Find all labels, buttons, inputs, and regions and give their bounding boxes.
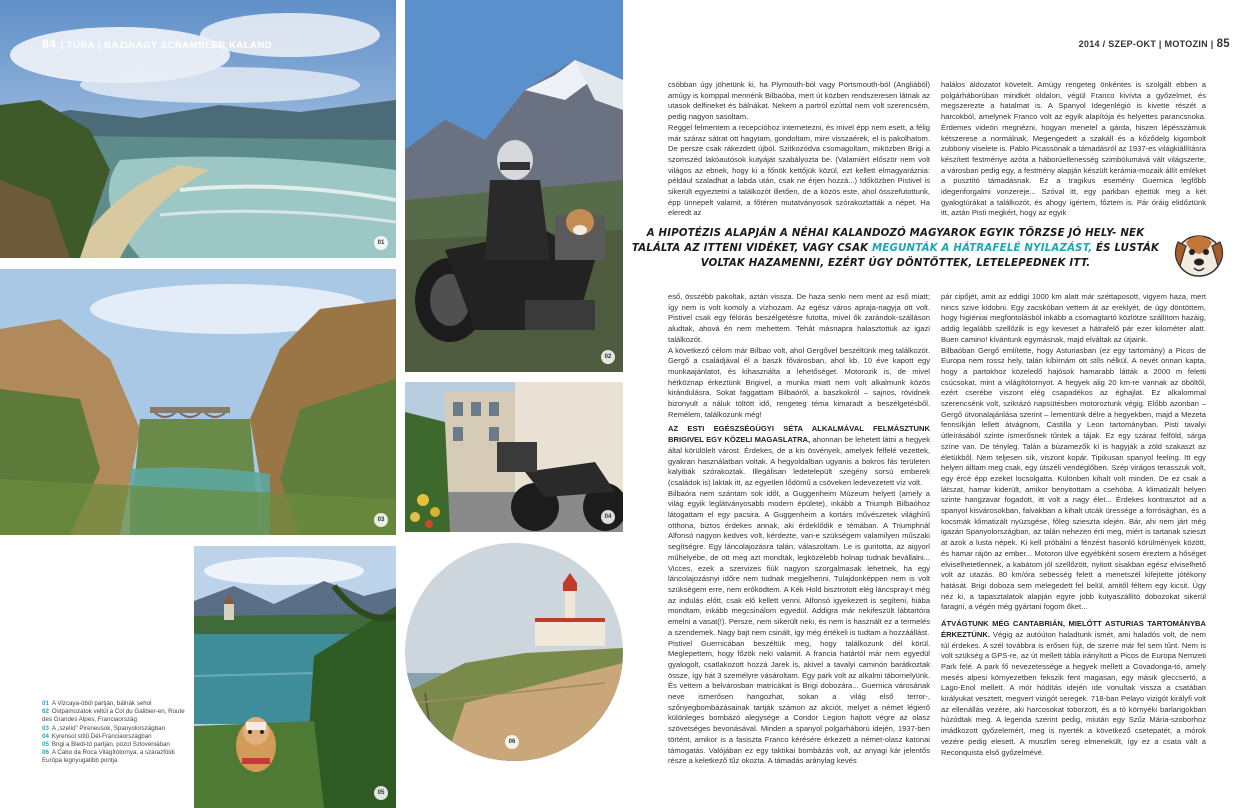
photo-number: 04 <box>601 510 615 524</box>
caption-item: 02 Ostpámozatok veltül a Col du Galibier-en, Route des Grandes Alpes, Franciaország <box>42 708 185 724</box>
left-page-number: 84 <box>42 37 57 51</box>
photo-number: 03 <box>374 513 388 527</box>
left-section-label: | TÚRA | BAZINAGY SCRAMBLER KALAND <box>60 40 273 51</box>
article-column-2-bottom: pár cipőjét, amit az eddigi 1000 km alatt már széttaposott, vigyem haza, mert nincs szive kidobni. Egy zacskóban vettem át az ereklyét, de úgy döntöttem, hogy higiéniai megfontolásból inkább a csomagtartó közlötze szállítom hazáig, addig legalább szellőzik is egy keveset a hátrafelő pár ezer kilométer alatt. Buen camino! kívántunk egymásnak, majd elváltak az útjaink. Bilbaóban Gergő említette, hogy Asturiasban (ez egy tartomány) a Picos de Europa nem rossz hely, talán kíbírnám ott stíls nélkül. A nevét onnan kapta, hogy a partokhoz közeledő hajósok hamarabb látták a 2000 m feletti csúcsokat, mint a világítótornyot. A hegyek alig 20 km-re vannak az öböltől, ezért cserébe viszont elég csapadékos az éghajlat. Ez alkalommal szerencsénk volt, szikrázó napsütésben motoroztunk végig. Előbb azonban – Gergő útvonalajánlása szerint – lementünk délre a hegyekben, majd a Mezeta fennsíkján lellett átvágnom, Castilla y Leon tartományban. Pisti tavalyi útleírásából szinte ismerősnek tűntek a tájak. Ez egy száraz felföld, sárga színe van. De tényleg. Talán a búzamezők kí is hagyják a zöld szakaszt az életükből. Nem teljesen sík, viszont kopár. Tipikusan spanyol feeling. Itt egy helyen álltam meg csak, egy útszéli vendéglőben. Szép virágos terasszuk volt, egy ércé épp ezeket locsolgatta. Különben kihalt volt minden. De ez csak a látszat, hamar kiderült, amikor benyitottam a csehóba. A klimatizált helyen szinte hangzavar fogadott, itt volt a nagy élet... Érdekes kontrasztot ad a spanyol kisvárosokban, falvakban a kihalt utcák üressége a forrósághan, és a kocsmák klimatizált nyüzsgése, főleg szieszta idején. Bár, ahi nem járt még igazán Spanyolországban, az talán nehezen érti meg, miért is tartanak szieszt at azok a lusta népek. Ki kell próbálni a fénzést hasonló körülmények között, és hamar rájön az ember... Motoron ülve egyébként sosem éreztem a hőséget elviselhetetlennek, a kabátom jól szellőzött, nyitott sisakban egész elviselhető volt az utazás. 80 km/óra sebesség felett a menetszél kifejtette jótékony hatását. Brigi doboza sem melegedett fel belül, amitől féltem egy kicsit. Úgy néz ki, a tapasztalatok alapján egyre jobb kutyaszállító dobozokat sikerül faragni, a végén még gyártani fogom őket... ÁTVÁGTUNK MÉG CANTABRIÁN, MIELŐTT ASTURIAS TARTOMÁNYBA ÉRKEZTÜNK. Végig az autóúton haladtunk ismét, ami haladós volt, de nem túl érdekes. A szél továbbra is erősen fújt, de szerre már fel sem tűnt. Nem is volt szükség a GPS-re, az út mellett tábla irányított a Picos de Europa Nemzeti Park felé. A park fő nevezetessége a hegyek mellett a Covadonga-tó, amely mesés alpesi környezetben fekszik fent magasan, egy másik gleccsertó, a Lago-Enol mellett. A mór hódítás idején ide vonultak vissza a csatában királyukat vesztett, megvert vizigót seregek. 718-ban Pelayo vizigót királyfi volt az ellenállás vezére, aki harcosokat toborzott, és a tó környéki barlangokban húzódtak meg. A legenda szerint pedig, miután egy Szűz Mária-szoborhoz imádkozott győzelemért, meg is nyerték a következő csetepatét, a mórok vezére pedig elesett. A muszlim sereg elmenekült, így ez a csata vált a Reconquista első győzelmévé. <box>941 292 1206 757</box>
canyon-photo <box>0 269 396 535</box>
caption-item: 06 A Cabo da Roca Világítótornya, a szárazföldi Európa legnyugatibb pontja <box>42 749 175 765</box>
lake-photo <box>194 546 396 808</box>
photo-captions <box>42 700 192 766</box>
right-page-header <box>1079 38 1230 50</box>
right-page-number: 85 <box>1216 38 1230 50</box>
caption-item: 04 Kyrensol stílű Dél-Franciaországban <box>42 732 152 740</box>
photo-number: 02 <box>601 350 615 364</box>
article-column-2-top: halálos áldozatot követelt. Amúgy rengeteg önkéntes is szolgált ebben a polgárháborúban mindkét oldalon, végül Franco kivívta a győzelmet, és megszerezte a hatalmat is. A Spanyol Idegenlégió is kivette részét a harcokból, amelynek Franco volt az egyik alapítója és helyettes parancsnoka. Érdemes videón megnézni, hogyan menetel a gárda, hiszen lépésszámuk kétszerese a normálnak. Megengedett a szakáll és a kőződelg kigombolt zubbony viselete is. Pablo Picassónak a támadásról az 1937-es világkiállításra készített festménye azóta a háborúellenesség szimbólumává vált világszerte, a városban pedig egy, a festmény alapján készült kerámia-mozaik állít emléket a pusztító támadásnak. Ez a tragikus esemény Guernica legfőbb idegenforgalmi vonzereje... Szóval itt, egy parkban ejtettük meg a két gyalogtúrákat a találkozót, és ahogy ígértem, főztem is. Pár óráig elidőztünk itt, aztán Pisti megkért, hogy az egyik <box>941 80 1206 218</box>
quote-highlight: MEGUNTÁK A HÁTRAFELÉ NYILAZÁST, <box>872 243 1093 254</box>
photo-number: 05 <box>374 786 388 800</box>
caption-item: 03 A „szelíd” Pireneusok, Spanyolországban <box>42 724 166 732</box>
subheading: ÁTVÁGTUNK MÉG CANTABRIÁN, MIELŐTT ASTURIAS TARTOMÁNYBA ÉRKEZTÜNK. <box>941 619 1206 639</box>
right-section-label: 2014 / SZEP-OKT | MOTOZIN | <box>1078 39 1214 49</box>
photo-number: 01 <box>374 236 388 250</box>
caption-item: 05 Brigi a Bledi-tó partján, pózol Szlovéniában <box>42 741 170 749</box>
dog-cartoon-icon <box>1168 222 1230 284</box>
street-photo <box>405 382 623 532</box>
subheading: AZ ESTI EGÉSZSÉGÜGYI SÉTA ALKALMÁVAL FELMÁSZTUNK BRIGIVEL EGY KÖZELI MAGASLATRA, <box>668 424 930 445</box>
left-page-header <box>42 37 272 51</box>
rider-photo <box>405 0 623 372</box>
lighthouse-photo <box>405 543 623 761</box>
pull-quote: A HIPOTÉZIS ALAPJÁN A NÉHAI KALANDOZÓ MAGYAROK EGYIK TÖRZSE JÓ HELY- NEK TALÁLTA AZ ITTENI VIDÉKET, VAGY CSAK MEGUNTÁK A HÁTRAFELÉ NYILAZÁST, ÉS LUSTÁK VOLTAK HAZAMENNI, EZÉRT ÚGY DÖNTÖTTEK, LETELEPEDNEK ITT. <box>631 228 1160 269</box>
caption-item: 01 A Vizcaya-öböl partján, bálnák sehol <box>42 700 152 707</box>
article-column-1-bottom: eső, összébb pakoltak, aztán vissza. De haza senki nem ment az eső miatt; így nem is volt komoly a vízhozam. Az egész város apraja-nagyja ott volt. Pistivel csak egy félórás beszélgetésre futotta, mivel ők zarándok-szálláson aludtak, ahová én nem mehettem. Tehát másnapra halasztottuk az igazi találkozót. A következő célom már Bilbao volt, ahol Gergővel beszéltünk meg találkozót. Gergő a családjával él a baszk fővárosban, ahol kb. 10 éve kapott egy munkaajánlatot, és kihasználta a lehetőséget. Motorozik is, de mivel hétköznap érkeztünk Brigivel, a munka miatt nem volt alkalmunk közös kirándulásra. Sokat faggattam Bilbaóról, a baszkokról – sajnos, rövidnek bizonyult a náluk töltött idő, rengeteg téma kimaradt a beszélgetésből. Remélem, találkozunk még! AZ ESTI EGÉSZSÉGÜGYI SÉTA ALKALMÁVAL FELMÁSZTUNK BRIGIVEL EGY KÖZELI MAGASLATRA, ahonnan be lehetett látni a hegyek által körülölelt várost. Érdekes, de a kis ösvények, amelyek felfelé vezettek, gyakran használatban voltak. A hegyoldalban ugyanis a bokros fás területen kalyibák szórakoztak. Illegálisan ledetelepült szegény sorsú emberek (családok is) laktak itt, az egyetlen lődömű a csöveken ledevezetett víz volt. Bilbaóra nem szántam sok időt, a Guggenheim Múzeum helyett (amely a világ egyik leglátványosabb modern épülete), inkább a Triumph Bilbaóhoz látogattam el egy pacsira. A Guggenheim a kortárs művészetek világhírű otthona, biztos érdekes annak, aki érdeklődik e témában. A Triumphnál Alfonsó nagyon kedves volt, kérdezte, van-e szükségem valamilyen műszaki segítségre. Egy láncolajozásra talán, válaszoltam. Le is guritotta, az aigyorl műhelyébe, de ott meg azt mondták, legközelebb holnap tudnak bevállalni... Vicces, ezek a szervizes fiúk nagyon szorgalmasak lehetnek, ha egy láncolajozásnyi időre nem tudnak megjelhenni. Tulajdonképpen nem is volt szükségem erre, nem erőködtem. A Kék Hold bisztrotott elég láncspray-t még az indulás előtt, csak elő kellett venni. Alfonsó igyekezett is segíteni, hiába mondtam, inkább megcsinálom egyedül. Addigra már nekifeszült lábtartóra emelni a vasat(!). Persze, nem sikerült neki, és nem is használt ez a termelés a szendemek. Nagy bajt nem csinált, így még értékeli is tudtam a hozzáállást. Pistivel Guernicában beszéltük meg, hogy találkozunk dél körül. Meglepettem, hogy főzök neki valamit. A francia határtól már nem egyedül gyalogolt, csatlakozott hozzá Jarek is, akivel a tavalyi caminón barátkoztak össze, így hát 3 személyre vásároltam. Egy park volt az alkalmi tábornelyünk. És vettem a belvárosban matricákat is Brigi dobozára... Guernica városának neve ismerősen hangozhat, sokan a világ első terror-, szőnyegbombázásainak tartják számon az akciót, melyet a német légierő különleges bombázó alegysége a Condor Legion hajtott végre az olasz szövetséges bevonásával. Minden a spanyol polgárháború idején, 1937-ben történt, amikor is a fasiszta Franco kérésére érkezett a német-olasz katonai támogatás. Valójában ez egy taktikai bombázás volt, az anyagi kár jelentős része a keletkező tűz okozta. A támadás aránylag kevés <box>668 292 930 766</box>
article-column-1-top: csóbban úgy jöhetünk ki, ha Plymouth-ból vagy Portsmouth-ból (Angliából) amúgy is komppal mennénk Bilbaóba, mert út közben rendszeresen látnak az utasok delfineket és bálnákat. Nekem a partról ezúttal nem volt szerencsém, pedig nagyon sasoltam. Reggel felmentem a recepcióhoz internetezni, és mivel épp nem esett, a félig már száraz sátrat ott hagytam, gondoltam, mire visszaérek, el is pakolhatom. De persze csak rákezdett újból. Szitkozódva csomagoltam, miközben Brigi a szomszéd lakóautósok kutyáját szabályozta be. (Valamiért először nem volt világos az ebnek, hogy ki a főnök kettőjük közül, ezt kellett elmagyaráznia: például szaladhat a labda után, csak ne érjen hozzá...) Időközben Pistivel is sikerült egyeztetni a találkozót illetően, de a közös este, ahol összefutottunk, épp ünnepelt valamit, a főtéren mutatványosok szórakoztatták a népet. Ha eleredt az <box>668 80 930 218</box>
photo-number: 06 <box>505 735 519 749</box>
